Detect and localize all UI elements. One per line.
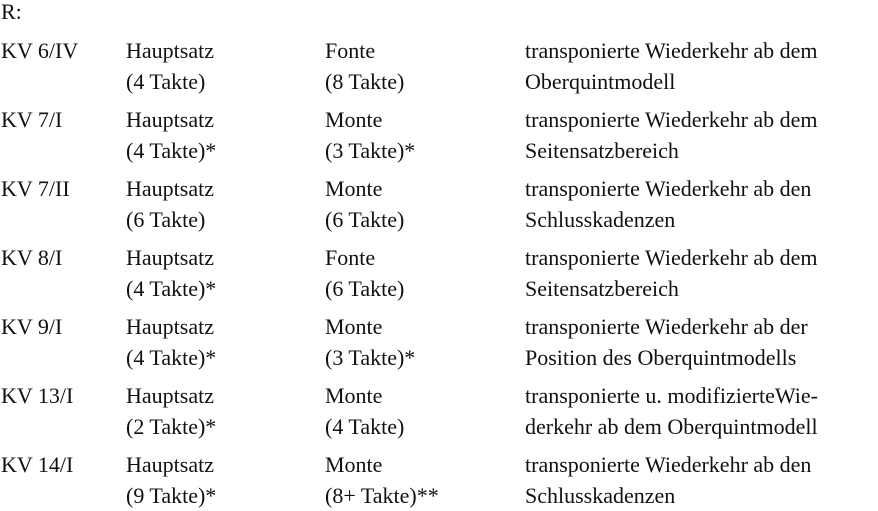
section-cell <box>126 311 216 373</box>
model-length: (8 Takte) <box>325 69 405 94</box>
table-row <box>0 380 878 442</box>
model-name: Fonte <box>325 38 376 63</box>
description-line: Seitensatzbereich <box>525 138 679 163</box>
work-id: KV 7/II <box>1 176 70 201</box>
model-length: (4 Takte) <box>325 414 405 439</box>
model-cell <box>325 449 439 511</box>
description-line: derkehr ab dem Oberquintmodell <box>525 414 818 439</box>
section-name: Hauptsatz <box>126 314 214 339</box>
description-line: transponierte Wiederkehr ab dem <box>525 38 818 63</box>
description-line: transponierte u. modifizierteWie- <box>525 383 818 408</box>
model-name: Monte <box>325 107 383 132</box>
model-length: (3 Takte)* <box>325 138 416 163</box>
description-line: Position des Oberquintmodells <box>525 345 797 370</box>
description-line: Seitensatzbereich <box>525 276 679 301</box>
model-name: Monte <box>325 176 383 201</box>
description-cell <box>525 380 818 442</box>
section-length: (9 Takte)* <box>126 483 217 508</box>
description-line: Schlusskadenzen <box>525 483 676 508</box>
work-id: KV 8/I <box>1 245 63 270</box>
description-line: transponierte Wiederkehr ab dem <box>525 245 818 270</box>
model-cell <box>325 35 404 97</box>
description-line: transponierte Wiederkehr ab der <box>525 314 808 339</box>
description-cell <box>525 242 818 304</box>
model-length: (3 Takte)* <box>325 345 416 370</box>
description-line: Oberquintmodell <box>525 69 676 94</box>
description-cell <box>525 173 811 235</box>
section-cell <box>126 380 216 442</box>
model-name: Fonte <box>325 245 376 270</box>
table-row <box>0 311 878 373</box>
model-name: Monte <box>325 383 383 408</box>
section-name: Hauptsatz <box>126 107 214 132</box>
table-row <box>0 104 878 166</box>
section-length: (4 Takte)* <box>126 138 217 163</box>
description-cell <box>525 449 811 511</box>
section-name: Hauptsatz <box>126 245 214 270</box>
section-length: (4 Takte)* <box>126 276 217 301</box>
section-cell <box>126 173 214 235</box>
model-length: (8+ Takte)** <box>325 483 439 508</box>
section-name: Hauptsatz <box>126 383 214 408</box>
section-length: (2 Takte)* <box>126 414 217 439</box>
description-line: Schlusskadenzen <box>525 207 676 232</box>
section-name: Hauptsatz <box>126 38 214 63</box>
description-cell <box>525 311 808 373</box>
work-id: KV 6/IV <box>1 38 79 63</box>
model-cell <box>325 380 404 442</box>
work-id: KV 7/I <box>1 107 63 132</box>
description-cell <box>525 104 818 166</box>
description-line: transponierte Wiederkehr ab den <box>525 176 812 201</box>
description-cell <box>525 35 818 97</box>
table-row <box>0 242 878 304</box>
section-name: Hauptsatz <box>126 452 214 477</box>
model-name: Monte <box>325 314 383 339</box>
model-cell <box>325 173 404 235</box>
section-cell <box>126 242 216 304</box>
model-cell <box>325 104 415 166</box>
section-cell <box>126 449 216 511</box>
work-id: KV 13/I <box>1 383 74 408</box>
model-cell <box>325 242 404 304</box>
section-label: R: <box>1 0 22 24</box>
work-id: KV 14/I <box>1 452 74 477</box>
section-length: (4 Takte) <box>126 69 206 94</box>
description-line: transponierte Wiederkehr ab den <box>525 452 812 477</box>
section-length: (4 Takte)* <box>126 345 217 370</box>
section-length: (6 Takte) <box>126 207 206 232</box>
table-row <box>0 449 878 511</box>
work-id: KV 9/I <box>1 314 63 339</box>
model-cell <box>325 311 415 373</box>
table-row <box>0 173 878 235</box>
section-cell <box>126 35 214 97</box>
section-name: Hauptsatz <box>126 176 214 201</box>
description-line: transponierte Wiederkehr ab dem <box>525 107 818 132</box>
section-cell <box>126 104 216 166</box>
table-row <box>0 35 878 97</box>
model-length: (6 Takte) <box>325 276 405 301</box>
model-name: Monte <box>325 452 383 477</box>
model-length: (6 Takte) <box>325 207 405 232</box>
